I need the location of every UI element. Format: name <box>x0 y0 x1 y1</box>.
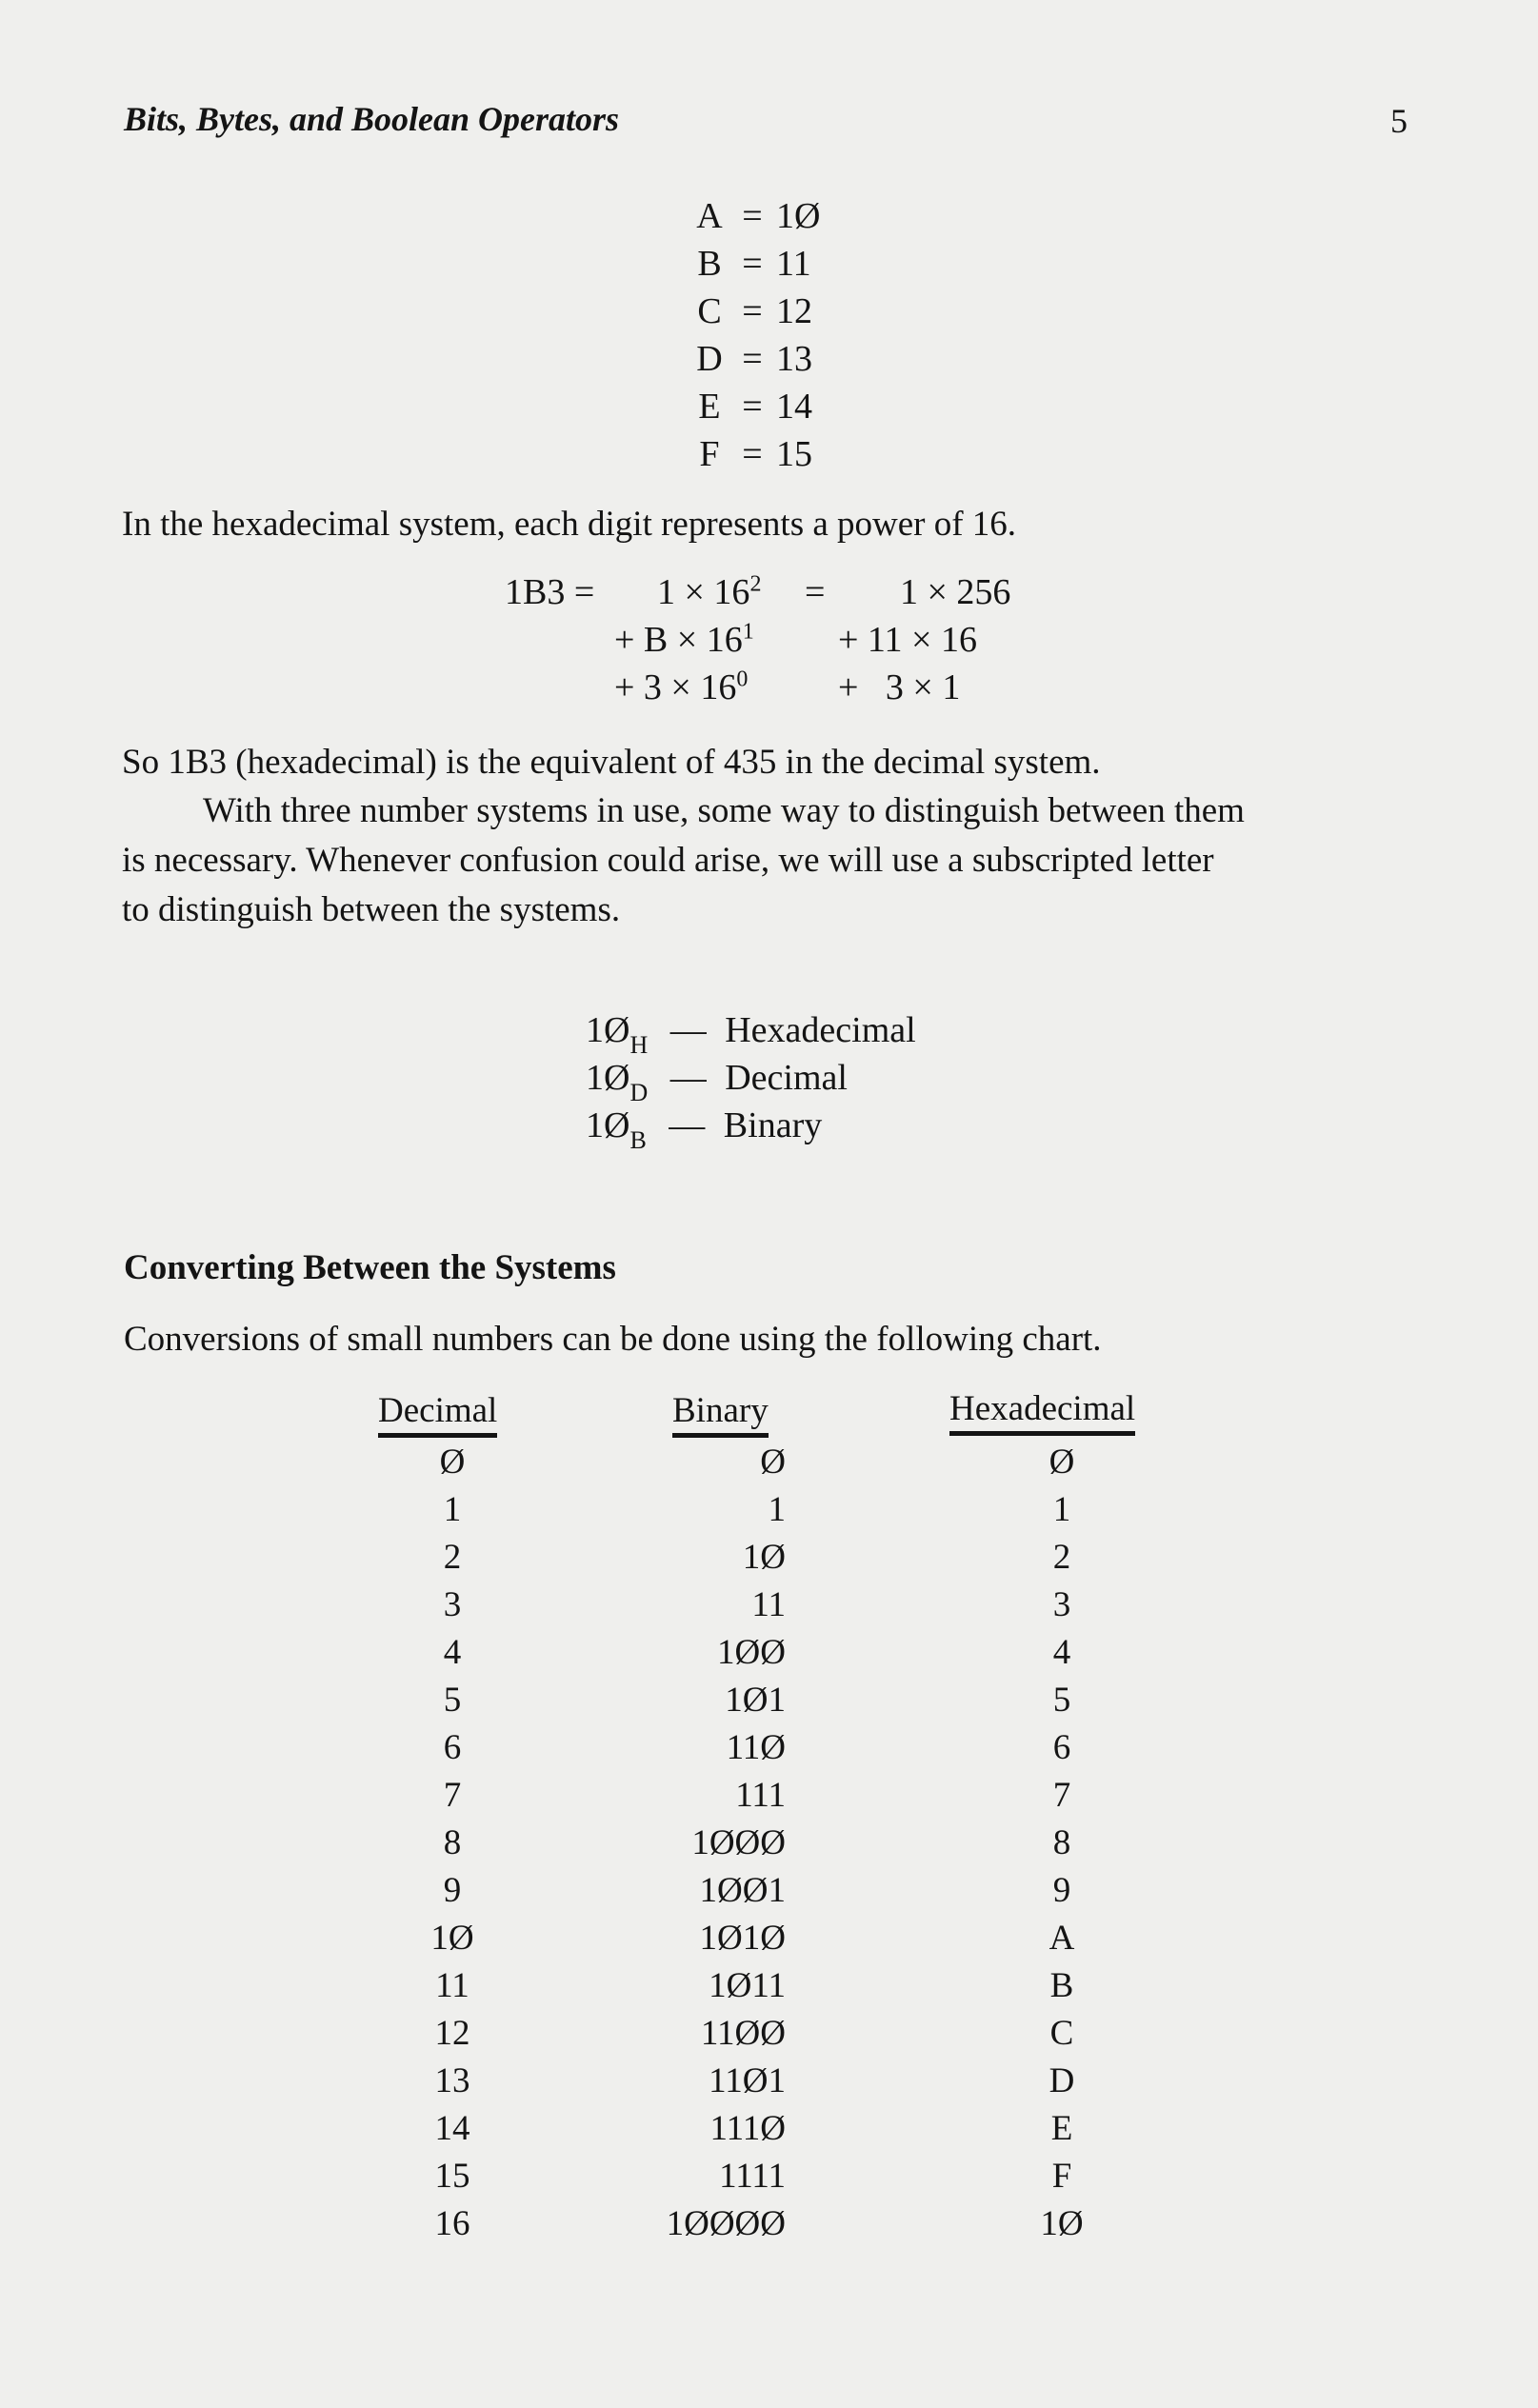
equals-sign: = <box>742 244 763 284</box>
equals-sign: = <box>742 434 763 474</box>
hex-letter: D <box>696 339 723 379</box>
decimal-cell: 7 <box>443 1776 462 1815</box>
binary-cell: 1Ø11 <box>709 1966 786 2005</box>
hex-letter-value: 12 <box>776 291 812 331</box>
equation-exponent: 1 <box>742 619 754 645</box>
notation-dash: — <box>669 1105 706 1145</box>
notation-number: 1Ø <box>586 1058 630 1098</box>
binary-cell: 1 <box>768 1490 786 1529</box>
page-number: 5 <box>1390 102 1408 140</box>
notation-label: Hexadecimal <box>725 1010 916 1050</box>
binary-cell: 1111 <box>719 2157 786 2196</box>
equals-sign: = <box>742 387 763 427</box>
equation-term-base: + 3 × 16 <box>614 667 737 707</box>
notation-number: 1Ø <box>586 1010 630 1050</box>
equals-sign: = <box>742 291 763 331</box>
equation-term-base: 1 × 16 <box>657 572 750 612</box>
binary-cell: 11 <box>751 1585 786 1624</box>
equation-result: 1 × 256 <box>900 572 1011 612</box>
hexadecimal-cell: 3 <box>1052 1585 1071 1624</box>
binary-cell: 1Ø <box>742 1538 786 1577</box>
hex-letter-value: 11 <box>776 244 811 284</box>
equation-result: + 11 × 16 <box>838 620 977 660</box>
binary-cell: 1ØØ <box>717 1633 786 1672</box>
equation-term <box>614 667 748 708</box>
equals-sign: = <box>742 196 763 236</box>
hexadecimal-cell: D <box>1049 2061 1075 2100</box>
equation-term <box>657 571 761 613</box>
hex-letter-row <box>690 195 976 237</box>
paragraph-conversion: Conversions of small numbers can be done using the following chart. <box>124 1320 1102 1359</box>
decimal-cell: 15 <box>434 2157 470 2196</box>
hexadecimal-cell: B <box>1049 1966 1074 2005</box>
decimal-cell: 9 <box>443 1871 462 1910</box>
binary-cell: 11Ø1 <box>709 2061 786 2100</box>
notation-subscript: D <box>629 1079 649 1106</box>
decimal-cell: 2 <box>443 1538 462 1577</box>
binary-cell: 1ØØØ <box>691 1823 786 1862</box>
hex-letter-value: 15 <box>776 434 812 474</box>
decimal-cell: 14 <box>434 2109 470 2148</box>
binary-cell: 111Ø <box>709 2109 786 2148</box>
notation-row <box>586 1104 823 1154</box>
hexadecimal-cell: 9 <box>1052 1871 1071 1910</box>
hex-letter-row <box>690 433 976 475</box>
binary-cell: 1Ø1Ø <box>699 1919 786 1958</box>
notation-label: Binary <box>723 1105 823 1145</box>
equation-term <box>614 619 754 661</box>
decimal-cell: 8 <box>443 1823 462 1862</box>
hex-letter-row <box>690 290 976 332</box>
running-header: Bits, Bytes, and Boolean Operators <box>124 100 620 138</box>
paragraph-line: is necessary. Whenever confusion could arise, we will use a subscripted letter <box>122 841 1214 880</box>
notation-label: Decimal <box>725 1058 848 1098</box>
equation-exponent: 0 <box>736 667 749 692</box>
hex-letter-value: 14 <box>776 387 812 427</box>
decimal-cell: 11 <box>435 1966 469 2005</box>
hexadecimal-cell: 1 <box>1052 1490 1071 1529</box>
column-header-binary: Binary <box>672 1390 769 1438</box>
binary-cell: 1Ø1 <box>725 1681 786 1720</box>
binary-cell: Ø <box>760 1443 786 1482</box>
hexadecimal-cell: E <box>1050 2109 1073 2148</box>
notation-number: 1Ø <box>586 1105 630 1145</box>
equals-sign: = <box>742 339 763 379</box>
hex-letter-value: 1Ø <box>776 196 821 236</box>
hexadecimal-cell: 5 <box>1052 1681 1071 1720</box>
hexadecimal-cell: 8 <box>1052 1823 1071 1862</box>
decimal-cell: 16 <box>434 2204 470 2243</box>
notation-row <box>586 1009 916 1059</box>
binary-cell: 1ØØ1 <box>699 1871 786 1910</box>
column-header-hexadecimal: Hexadecimal <box>949 1388 1135 1436</box>
hexadecimal-cell: 2 <box>1052 1538 1071 1577</box>
notation-dash: — <box>669 1010 707 1050</box>
hexadecimal-cell: C <box>1049 2014 1074 2053</box>
equation-exponent: 2 <box>749 571 762 597</box>
hexadecimal-cell: 4 <box>1052 1633 1071 1672</box>
hexadecimal-cell: 1Ø <box>1040 2204 1084 2243</box>
hex-letter-value: 13 <box>776 339 812 379</box>
decimal-cell: 4 <box>443 1633 462 1672</box>
column-header-decimal: Decimal <box>378 1390 497 1438</box>
hex-letter-row <box>690 243 976 285</box>
hex-letter: E <box>698 387 721 427</box>
decimal-cell: 5 <box>443 1681 462 1720</box>
decimal-cell: 12 <box>434 2014 470 2053</box>
decimal-cell: 1Ø <box>430 1919 474 1958</box>
notation-row <box>586 1057 848 1106</box>
notation-subscript: B <box>629 1126 647 1154</box>
decimal-cell: 3 <box>443 1585 462 1624</box>
binary-cell: 1ØØØØ <box>666 2204 786 2243</box>
binary-cell: 111 <box>735 1776 786 1815</box>
hexadecimal-cell: F <box>1051 2157 1072 2196</box>
hexadecimal-cell: Ø <box>1049 1443 1075 1482</box>
hex-letter: A <box>696 196 723 236</box>
hexadecimal-cell: 7 <box>1052 1776 1071 1815</box>
binary-cell: 11ØØ <box>700 2014 786 2053</box>
notation-subscript: H <box>629 1031 649 1059</box>
equation-term-base: + B × 16 <box>614 620 743 660</box>
hex-letter: B <box>697 244 722 284</box>
notation-dash: — <box>669 1058 707 1098</box>
hexadecimal-cell: 6 <box>1052 1728 1071 1767</box>
paragraph-line: to distinguish between the systems. <box>122 890 621 929</box>
paragraph-equivalent: So 1B3 (hexadecimal) is the equivalent of 435 in the decimal system. <box>122 743 1101 782</box>
section-heading: Converting Between the Systems <box>124 1248 616 1287</box>
decimal-cell: Ø <box>439 1443 466 1482</box>
hex-letter-row <box>690 338 976 380</box>
decimal-cell: 13 <box>434 2061 470 2100</box>
binary-cell: 11Ø <box>726 1728 786 1767</box>
equation-lhs: 1B3 = <box>505 572 595 612</box>
decimal-cell: 1 <box>443 1490 462 1529</box>
hex-letter: C <box>697 291 722 331</box>
hex-letter-row <box>690 386 976 428</box>
hex-letter: F <box>699 434 720 474</box>
equation-equals: = <box>805 572 826 612</box>
decimal-cell: 6 <box>443 1728 462 1767</box>
hexadecimal-cell: A <box>1049 1919 1075 1958</box>
paragraph-line: With three number systems in use, some way to distinguish between them <box>203 791 1245 830</box>
equation-result: + 3 × 1 <box>838 667 961 707</box>
paragraph-hex-power: In the hexadecimal system, each digit represents a power of 16. <box>122 505 1017 544</box>
